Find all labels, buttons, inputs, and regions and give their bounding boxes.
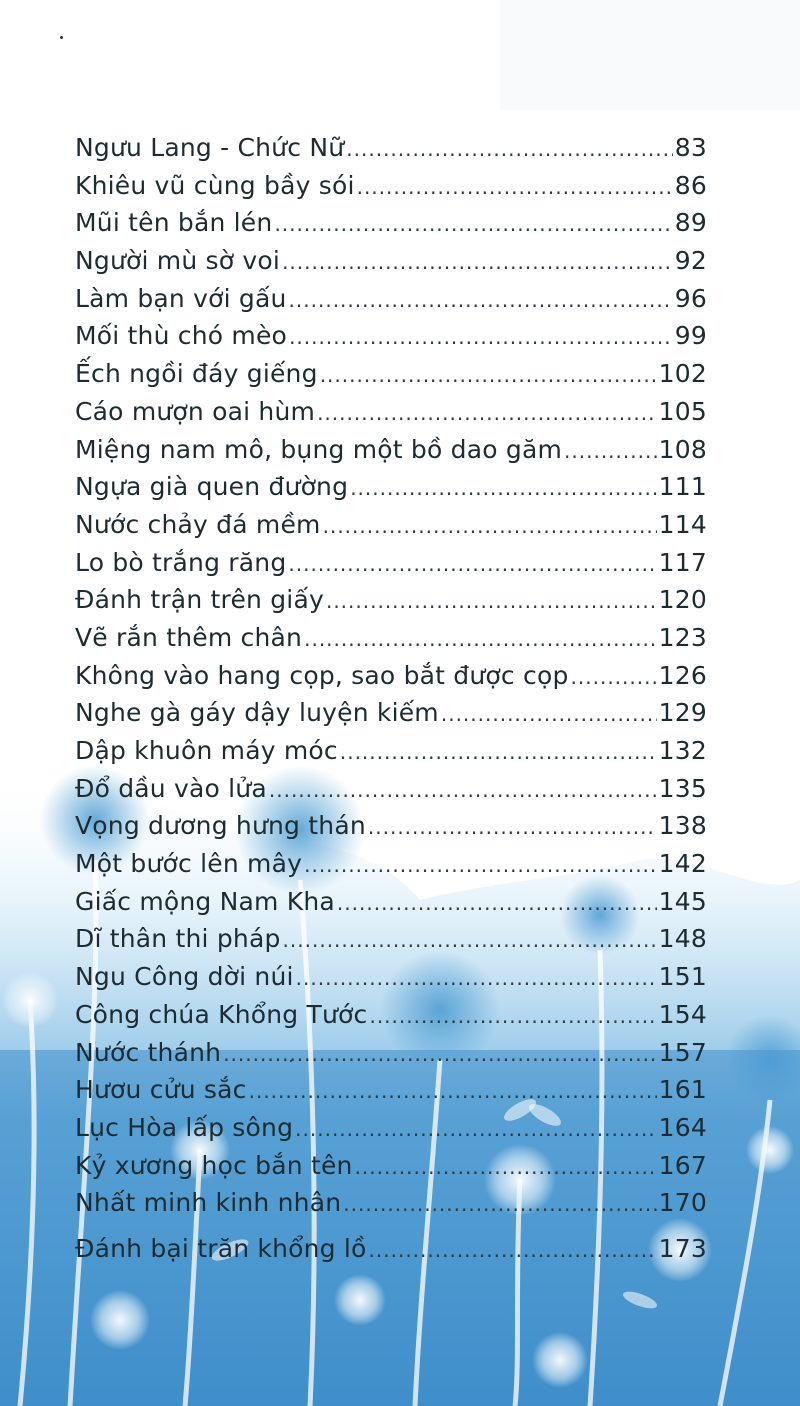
- toc-entry-page-number: 151: [658, 962, 707, 992]
- print-speck: [60, 36, 63, 39]
- toc-entry-page-number: 138: [658, 811, 707, 841]
- toc-entry[interactable]: [75, 1188, 707, 1226]
- toc-entry[interactable]: [75, 1038, 707, 1076]
- toc-entry-title: Nhất minh kinh nhân: [75, 1188, 342, 1218]
- toc-entry-title: Khiêu vũ cùng bầy sói: [75, 170, 355, 200]
- toc-entry-page-number: 89: [674, 208, 707, 238]
- dot-leader: [369, 1004, 656, 1028]
- toc-entry-title: Vọng dương hưng thán: [75, 811, 366, 841]
- toc-entry[interactable]: [75, 623, 707, 661]
- toc-entry-title: Nước chảy đá mềm: [75, 509, 321, 539]
- toc-entry-title: Hươu cửu sắc: [75, 1075, 247, 1105]
- toc-entry[interactable]: [75, 321, 707, 359]
- toc-entry-title: Miệng nam mô, bụng một bồ dao găm: [75, 434, 563, 464]
- toc-entry-title: Mũi tên bắn lén: [75, 208, 273, 238]
- dot-leader: [295, 1117, 657, 1141]
- toc-entry[interactable]: [75, 1113, 707, 1151]
- toc-entry-title: Làm bạn với gấu: [75, 283, 287, 313]
- toc-entry[interactable]: [75, 133, 707, 171]
- toc-entry-page-number: 135: [658, 773, 707, 803]
- toc-entry-page-number: 111: [658, 472, 707, 502]
- toc-entry-page-number: 126: [658, 660, 707, 690]
- dot-leader: [350, 476, 656, 500]
- dot-leader: [369, 1238, 657, 1262]
- toc-entry-page-number: 86: [674, 170, 707, 200]
- dot-leader: [282, 250, 673, 274]
- toc-entry-page-number: 108: [658, 434, 707, 464]
- toc-entry[interactable]: [75, 774, 707, 812]
- toc-entry-page-number: 117: [658, 547, 707, 577]
- dot-leader: [223, 1042, 656, 1066]
- dot-leader: [368, 815, 657, 839]
- toc-entry[interactable]: [75, 246, 707, 284]
- dot-leader: [337, 891, 657, 915]
- toc-entry-title: Vẽ rắn thêm chân: [75, 622, 303, 652]
- dot-leader: [269, 778, 657, 802]
- dot-leader: [249, 1079, 657, 1103]
- toc-entry[interactable]: [75, 208, 707, 246]
- dot-leader: [355, 1155, 657, 1179]
- toc-entry-title: Ngưu Lang - Chức Nữ: [75, 133, 345, 162]
- toc-entry-page-number: 148: [658, 924, 707, 954]
- toc-entry-title: Cáo mượn oai hùm: [75, 396, 316, 426]
- toc-entry-page-number: 120: [658, 585, 707, 615]
- dot-leader: [283, 928, 657, 952]
- toc-entry-page-number: 129: [658, 698, 707, 728]
- dot-leader: [357, 175, 673, 199]
- toc-entry-title: Ếch ngồi đáy giếng: [75, 359, 318, 389]
- toc-entry-page-number: 132: [658, 736, 707, 765]
- toc-entry-title: Lo bò trắng răng: [75, 547, 287, 577]
- toc-entry-title: Giấc mộng Nam Kha: [75, 886, 335, 916]
- dot-leader: [274, 212, 672, 236]
- toc-entry-page-number: 167: [658, 1150, 707, 1180]
- toc-entry-title: Lục Hòa lấp sông: [75, 1112, 294, 1142]
- toc-entry-title: Kỷ xương học bắn tên: [75, 1150, 353, 1180]
- toc-entry[interactable]: [75, 397, 707, 435]
- toc-entry[interactable]: [75, 849, 707, 887]
- dot-leader: [289, 325, 673, 349]
- dot-leader: [289, 288, 673, 312]
- toc-entry[interactable]: [75, 811, 707, 849]
- toc-entry-title: Người mù sờ voi: [75, 246, 281, 276]
- toc-entry[interactable]: [75, 1000, 707, 1038]
- toc-entry-page-number: 142: [658, 849, 707, 879]
- toc-entry[interactable]: [75, 171, 707, 209]
- toc-entry-title: Đánh bại trăn khổng lồ: [75, 1233, 367, 1263]
- toc-entry-title: Một bước lên mây: [75, 849, 303, 879]
- toc-entry[interactable]: [75, 1234, 707, 1272]
- toc-entry-page-number: 154: [658, 999, 707, 1029]
- toc-entry-page-number: 161: [658, 1075, 707, 1105]
- toc-entry[interactable]: [75, 698, 707, 736]
- dot-leader: [304, 627, 657, 651]
- toc-entry-page-number: 99: [674, 321, 707, 351]
- toc-entry[interactable]: [75, 661, 707, 699]
- toc-entry-title: Nước thánh: [75, 1037, 222, 1067]
- toc-entry[interactable]: [75, 510, 707, 548]
- toc-entry[interactable]: [75, 548, 707, 586]
- toc-entry-title: Nghe gà gáy dậy luyện kiếm: [75, 698, 439, 728]
- toc-entry-page-number: 164: [658, 1112, 707, 1142]
- dot-leader: [320, 363, 657, 387]
- toc-entry-page-number: 114: [658, 509, 707, 539]
- toc-entry-page-number: 105: [658, 396, 707, 426]
- toc-entry-page-number: 92: [674, 246, 707, 276]
- dot-leader: [317, 401, 657, 425]
- toc-entry-title: Không vào hang cọp, sao bắt được cọp: [75, 660, 569, 690]
- toc-entry-page-number: 96: [674, 283, 707, 313]
- toc-entry-page-number: 145: [658, 886, 707, 916]
- toc-entry-title: Đổ dầu vào lửa: [75, 773, 267, 803]
- toc-entry[interactable]: [75, 472, 707, 510]
- toc-entry[interactable]: [75, 887, 707, 925]
- dot-leader: [326, 589, 657, 613]
- toc-entry-page-number: 123: [658, 622, 707, 652]
- toc-entry[interactable]: [75, 924, 707, 962]
- toc-entry-title: Đánh trận trên giấy: [75, 585, 324, 615]
- toc-entry[interactable]: [75, 1075, 707, 1113]
- toc-entry[interactable]: [75, 1151, 707, 1189]
- toc-entry-title: Công chúa Khổng Tước: [75, 999, 368, 1029]
- dot-leader: [296, 966, 657, 990]
- toc-entry-title: Mối thù chó mèo: [75, 321, 288, 351]
- toc-entry-title: Dĩ thân thi pháp: [75, 924, 281, 954]
- toc-entry-page-number: 173: [658, 1233, 707, 1263]
- toc-entry-title: Dập khuôn máy móc: [75, 736, 338, 765]
- toc-entry-page-number: 83: [674, 133, 707, 162]
- dot-leader: [571, 665, 657, 689]
- toc-entry[interactable]: [75, 359, 707, 397]
- dot-leader: [340, 740, 657, 764]
- toc-entry-title: Ngu Công dời núi: [75, 962, 294, 992]
- dot-leader: [323, 514, 657, 538]
- toc-entry[interactable]: [75, 284, 707, 322]
- dot-leader: [343, 1192, 656, 1216]
- toc-entry-title: Ngựa già quen đường: [75, 472, 349, 502]
- dot-leader: [564, 439, 657, 463]
- toc-entry-page-number: 102: [658, 359, 707, 389]
- table-of-contents: [75, 133, 707, 1272]
- dot-leader: [346, 137, 673, 161]
- dot-leader: [288, 552, 656, 576]
- dot-leader: [304, 853, 657, 877]
- toc-entry-page-number: 157: [658, 1037, 707, 1067]
- toc-entry[interactable]: [75, 962, 707, 1000]
- toc-entry[interactable]: [75, 585, 707, 623]
- dot-leader: [441, 702, 657, 726]
- toc-entry[interactable]: [75, 435, 707, 473]
- toc-entry[interactable]: [75, 736, 707, 774]
- toc-entry-page-number: 170: [658, 1188, 707, 1218]
